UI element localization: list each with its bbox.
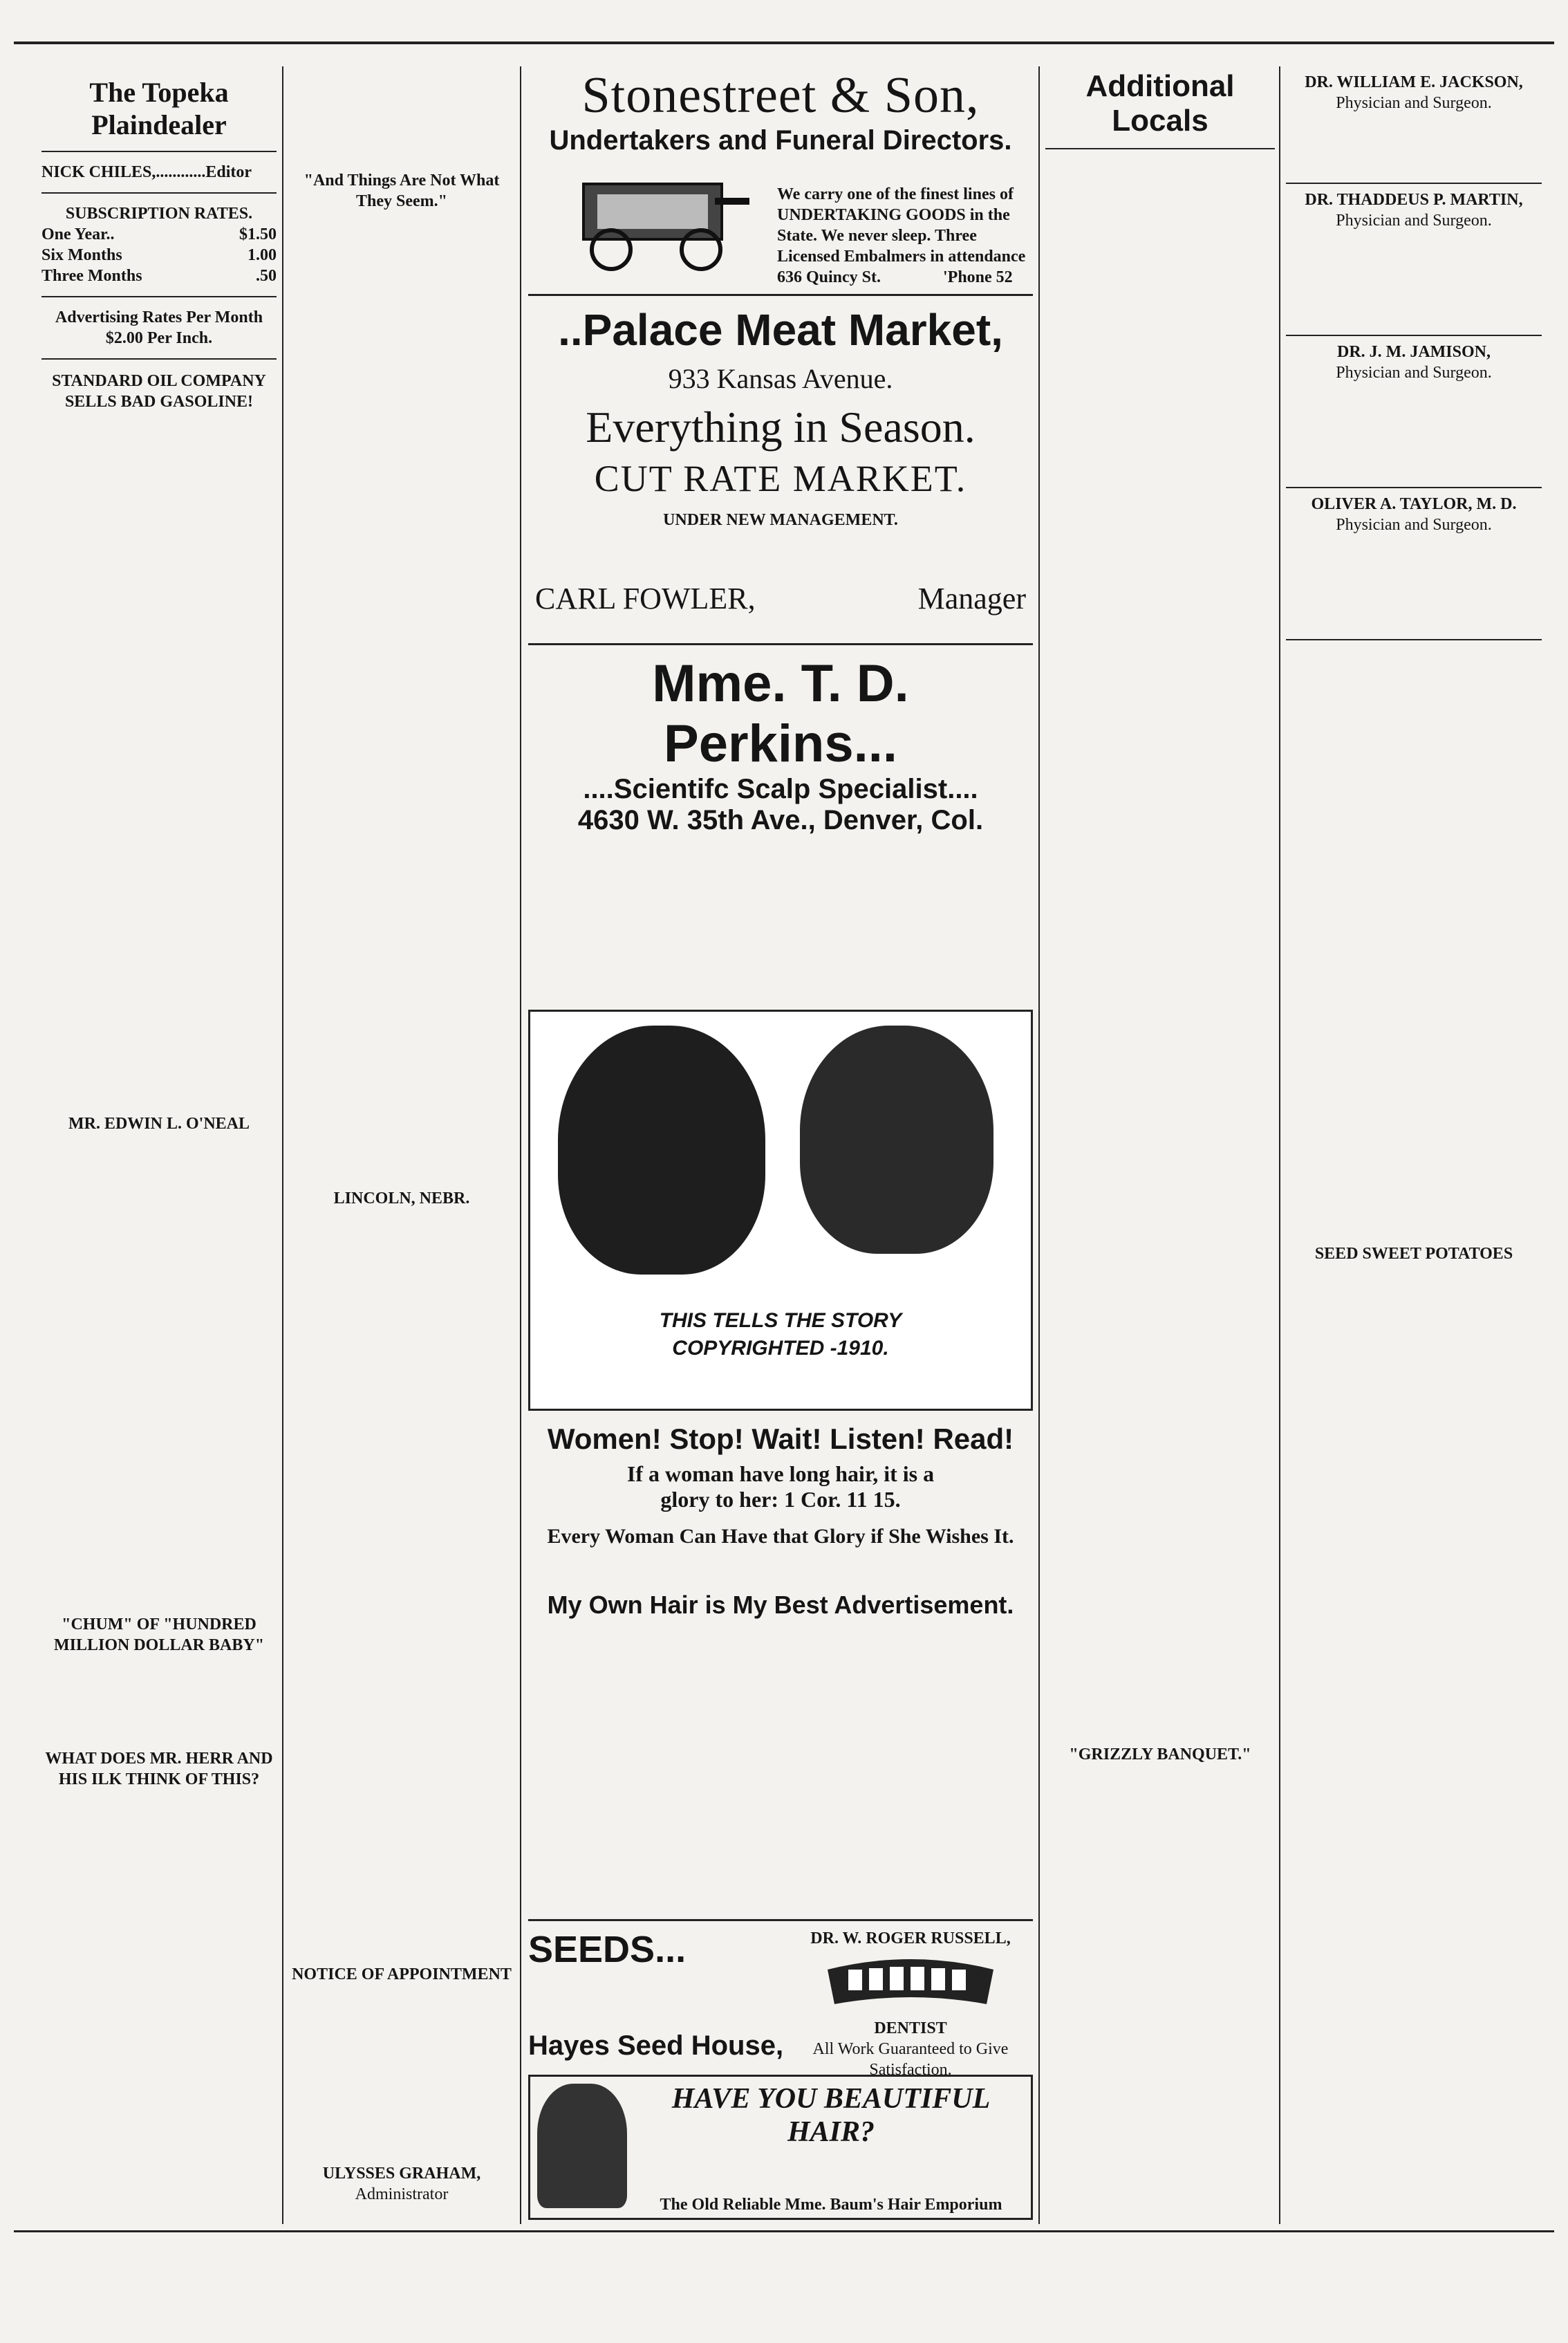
article-col5-middle [1286, 640, 1542, 1235]
ad-seeds-company: Hayes Seed House, [528, 2030, 784, 2061]
ad-stonestreet [528, 66, 1033, 288]
article-col2-top [289, 66, 514, 170]
physician-cards [1286, 66, 1542, 640]
ad-perkins-own-hair-text [528, 1627, 1033, 1889]
article-additional-locals [1045, 159, 1275, 1736]
col-rule-5 [1279, 66, 1280, 2224]
physician-subtitle: Physician and Surgeon. [1336, 516, 1492, 534]
ad-perkins-name: Mme. T. D. Perkins... [652, 654, 909, 773]
physician-card [1286, 488, 1542, 640]
physician-name: DR. J. M. JAMISON, [1337, 343, 1491, 361]
ad-perkins-headline4: My Own Hair is My Best Advertisement. [547, 1591, 1014, 1619]
ad-dentist-title: DENTIST [874, 2019, 947, 2037]
ad-dentist-name: DR. W. ROGER RUSSELL, [810, 1929, 1011, 1947]
headline-oneal: MR. EDWIN L. O'NEAL [68, 1115, 250, 1133]
physician-subtitle: Physician and Surgeon. [1336, 212, 1492, 230]
ad-stonestreet-name: Stonestreet & Son, [581, 67, 980, 124]
physician-name: DR. WILLIAM E. JACKSON, [1305, 73, 1523, 91]
ad-hair-shop: The Old Reliable Mme. Baum's Hair Emporium [660, 2196, 1002, 2214]
physician-card [1286, 336, 1542, 488]
ad-stonestreet-text: We carry one of the finest lines of UNDERTAKING GOODS in the State. We never sleep. Three Licensed Embalmers in attendance [777, 185, 1026, 266]
ad-hair-title: HAVE YOU BEAUTIFUL HAIR? [671, 2083, 991, 2148]
ad-stonestreet-phone: 'Phone 52 [943, 268, 1013, 286]
column-5 [1286, 66, 1542, 2224]
ad-palace-mgmt: UNDER NEW MANAGEMENT. [663, 511, 898, 529]
ad-perkins-address: 4630 W. 35th Ave., Denver, Col. [577, 805, 984, 835]
rate-row [41, 245, 277, 266]
woman-portrait-silhouette [800, 1026, 993, 1254]
ad-palace-address: 933 Kansas Avenue. [668, 363, 893, 394]
col-rule-1 [282, 66, 283, 2224]
headline-grizzly: "GRIZZLY BANQUET." [1069, 1745, 1251, 1763]
article-oneal [41, 1134, 277, 1604]
editor-line: NICK CHILES,............Editor [41, 163, 252, 181]
perkins-photo-frame [528, 1010, 1033, 1411]
headline-what-does: WHAT DOES MR. HERR AND HIS ILK THINK OF THIS? [45, 1750, 273, 1788]
column-4 [1045, 66, 1275, 2224]
rates-list [41, 224, 277, 286]
ad-stonestreet-sub: Undertakers and Funeral Directors. [549, 125, 1012, 156]
physician-card [1286, 184, 1542, 336]
article-grizzly [1045, 1765, 1275, 2235]
article-standard-oil [41, 412, 277, 1104]
headline-seed-potatoes: SEED SWEET POTATOES [1314, 1245, 1513, 1263]
headline-additional-locals: Additional Locals [1085, 69, 1235, 138]
column-1 [41, 66, 277, 2224]
ad-perkins-own-hair [528, 1591, 1033, 1909]
ad-palace-owner: CARL FOWLER, [535, 582, 756, 615]
rate-row [41, 266, 277, 286]
article-what-does [41, 1790, 277, 2343]
physician-card [1286, 66, 1542, 184]
headline-lincoln: LINCOLN, NEBR. [333, 1189, 470, 1207]
advertising-line: Advertising Rates Per Month $2.00 Per Inch. [55, 308, 263, 347]
rate-row [41, 224, 277, 245]
rate-value: $1.50 [239, 225, 277, 243]
ad-seeds-text [528, 1975, 784, 2030]
ad-divider-2 [528, 643, 1033, 645]
woman-back-silhouette [558, 1026, 765, 1275]
ad-perkins-caption1: THIS TELLS THE STORY [659, 1309, 902, 1332]
ad-palace-cut: CUT RATE MARKET. [594, 458, 967, 499]
rate-label: One Year.. [41, 225, 115, 243]
rate-value: .50 [256, 267, 277, 285]
ad-perkins-headline3: Every Woman Can Have that Glory if She Wishes It. [547, 1525, 1014, 1548]
headline-standard-oil: STANDARD OIL COMPANY SELLS BAD GASOLINE! [52, 372, 266, 411]
ad-dentist-text: All Work Guaranteed to Give Satisfaction. [812, 2040, 1009, 2079]
rate-label: Six Months [41, 246, 122, 264]
ad-hair [528, 2075, 1033, 2220]
article-lincoln [289, 1209, 514, 1956]
ad-perkins [528, 654, 1033, 1580]
col-rule-4 [1038, 66, 1040, 2224]
ad-palace-role: Manager [917, 582, 1026, 615]
ad-hair-text [634, 2118, 1028, 2187]
article-things [289, 212, 514, 1180]
ad-perkins-sub: ....Scientifc Scalp Specialist.... [583, 774, 978, 804]
ad-divider-3 [528, 1919, 1033, 1921]
ad-dentist [788, 1928, 1033, 2079]
hair-illustration [537, 2084, 627, 2208]
col-rule-2 [520, 66, 521, 2224]
ad-perkins-caption2: COPYRIGHTED -1910. [672, 1337, 889, 1360]
ad-palace-name: ..Palace Meat Market, [558, 305, 1003, 355]
subscription-title: SUBSCRIPTION RATES. [65, 205, 253, 223]
ad-seeds [528, 1928, 784, 2066]
physician-name: DR. THADDEUS P. MARTIN, [1305, 191, 1523, 209]
signature-name: ULYSSES GRAHAM, [322, 2165, 481, 2183]
ad-stonestreet-address: 636 Quincy St. [777, 268, 881, 286]
article-col5-bottom [1286, 1264, 1542, 2302]
ad-perkins-verse: If a woman have long hair, it is a glory to her: 1 Cor. 11 15. [626, 1461, 935, 1512]
article-chum [41, 1656, 277, 1739]
ad-palace [528, 304, 1033, 636]
ad-palace-slogan: Everything in Season. [586, 402, 976, 452]
teeth-illustration [821, 1956, 1000, 2011]
rate-label: Three Months [41, 267, 142, 285]
hearse-illustration [542, 170, 763, 274]
rate-value: 1.00 [248, 246, 277, 264]
ad-perkins-headline2: Women! Stop! Wait! Listen! Read! [547, 1423, 1014, 1455]
ad-seeds-title: SEEDS... [528, 1929, 687, 1970]
headline-things: "And Things Are Not What They Seem." [304, 172, 500, 210]
physician-name: OLIVER A. TAYLOR, M. D. [1311, 495, 1517, 513]
ad-divider-1 [528, 294, 1033, 296]
headline-notice: NOTICE OF APPOINTMENT [292, 1965, 512, 1983]
signature-role: Administrator [355, 2185, 449, 2203]
column-2 [289, 66, 514, 2224]
headline-chum: "CHUM" OF "HUNDRED MILLION DOLLAR BABY" [53, 1615, 265, 1654]
physician-subtitle: Physician and Surgeon. [1336, 364, 1492, 382]
physician-subtitle: Physician and Surgeon. [1336, 94, 1492, 112]
top-rule [14, 41, 1554, 44]
masthead-title: The Topeka Plaindealer [89, 77, 229, 140]
article-notice [289, 1985, 514, 2158]
